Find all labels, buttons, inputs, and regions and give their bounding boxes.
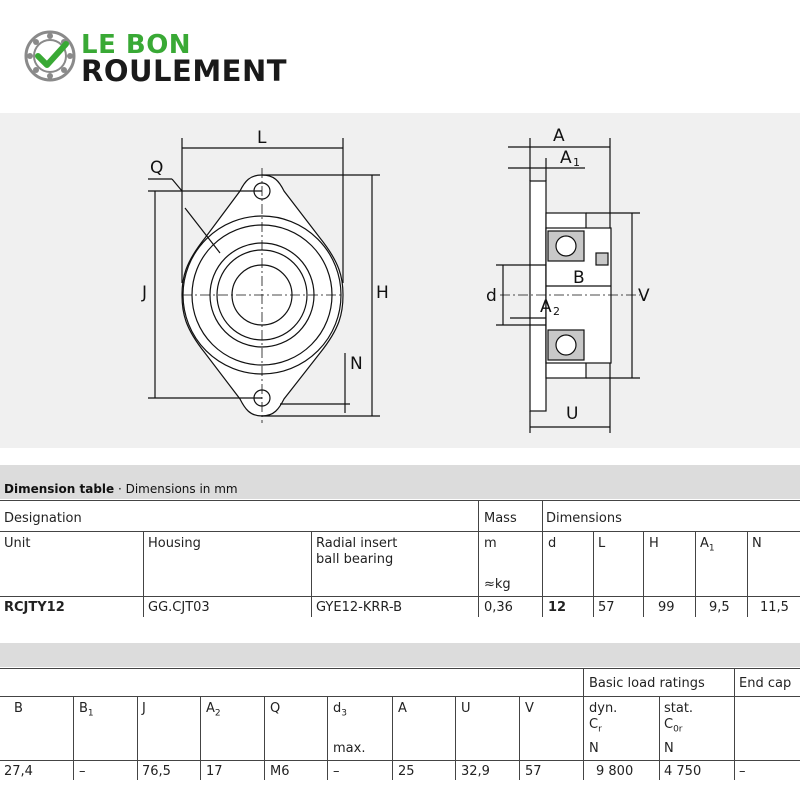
row-B: 27,4 (4, 764, 33, 779)
technical-drawing (0, 113, 800, 448)
label-A2-sub: 2 (553, 305, 560, 318)
row-unit: RCJTY12 (4, 600, 65, 615)
label-B: B (573, 268, 585, 288)
header-C0r-unit: N (664, 741, 674, 756)
label-A1-sub: 1 (573, 156, 580, 169)
label-A: A (553, 126, 565, 146)
header-dimensions: Dimensions (546, 511, 622, 526)
header-d3: $d_3$ (333, 701, 347, 719)
table-caption (0, 479, 800, 499)
header-H: H (649, 536, 659, 551)
header-A2: $A_2$ (206, 701, 221, 719)
logo-line1: LE BON (81, 30, 192, 60)
label-A1: A (560, 148, 572, 168)
label-J: J (142, 283, 148, 303)
bearing-check-icon (24, 30, 76, 82)
caption-rest: · Dimensions in mm (114, 482, 238, 496)
row-Q: M6 (270, 764, 290, 779)
label-d: d (486, 286, 497, 306)
row-J: 76,5 (142, 764, 171, 779)
header-V: V (525, 701, 534, 716)
header-A: A (398, 701, 407, 716)
header-dyn: dyn. (589, 701, 618, 716)
header-unit: Unit (4, 536, 31, 551)
header-housing: Housing (148, 536, 201, 551)
header-stat: stat. (664, 701, 694, 716)
header-end-cap: End cap (739, 676, 792, 691)
header-m: m (484, 536, 497, 551)
row-housing: GG.CJT03 (148, 600, 210, 615)
row-H: 99 (658, 600, 675, 615)
header-B: B (14, 701, 23, 716)
header-d3-max: max. (333, 741, 366, 756)
header-J: J (142, 701, 146, 716)
row-d3: – (333, 764, 340, 779)
header-insert-line2: ball bearing (316, 552, 394, 567)
logo (24, 28, 324, 88)
row-d: 12 (548, 600, 567, 615)
row-C0r: 4 750 (664, 764, 702, 779)
header-N: N (752, 536, 762, 551)
header-kg: ≈kg (484, 577, 511, 592)
header-L: L (598, 536, 606, 551)
header-A1: $A_1$ (700, 536, 715, 554)
label-A2: A (540, 297, 552, 317)
header-B1: $B_1$ (79, 701, 94, 719)
header-Cr: $C_r$ (589, 717, 602, 735)
row-insert: GYE12-KRR-B (316, 600, 403, 615)
row-A1: 9,5 (709, 600, 730, 615)
row-Cr: 9 800 (596, 764, 634, 779)
header-U: U (461, 701, 471, 716)
row-N: 11,5 (760, 600, 789, 615)
row-B1: – (79, 764, 86, 779)
header-Cr-unit: N (589, 741, 599, 756)
row-mass: 0,36 (484, 600, 513, 615)
header-basic-load: Basic load ratings (589, 676, 705, 691)
header-insert-line1: Radial insert (316, 536, 398, 551)
row-L: 57 (598, 600, 615, 615)
label-L: L (257, 128, 267, 148)
header-d: d (548, 536, 557, 551)
header-Q: Q (270, 701, 281, 716)
header-designation: Designation (4, 511, 82, 526)
caption-bold: Dimension table (4, 482, 115, 496)
label-V: V (638, 286, 650, 306)
row-U: 32,9 (461, 764, 490, 779)
label-Q: Q (150, 158, 164, 178)
row-end-cap: – (739, 764, 746, 779)
label-N: N (350, 354, 363, 374)
row-A: 25 (398, 764, 415, 779)
label-U: U (566, 404, 579, 424)
logo-line2: ROULEMENT (81, 54, 288, 88)
row-V: 57 (525, 764, 542, 779)
header-C0r: $C_{0r}$ (664, 717, 683, 735)
label-H: H (376, 283, 389, 303)
header-mass: Mass (484, 511, 517, 526)
row-A2: 17 (206, 764, 223, 779)
